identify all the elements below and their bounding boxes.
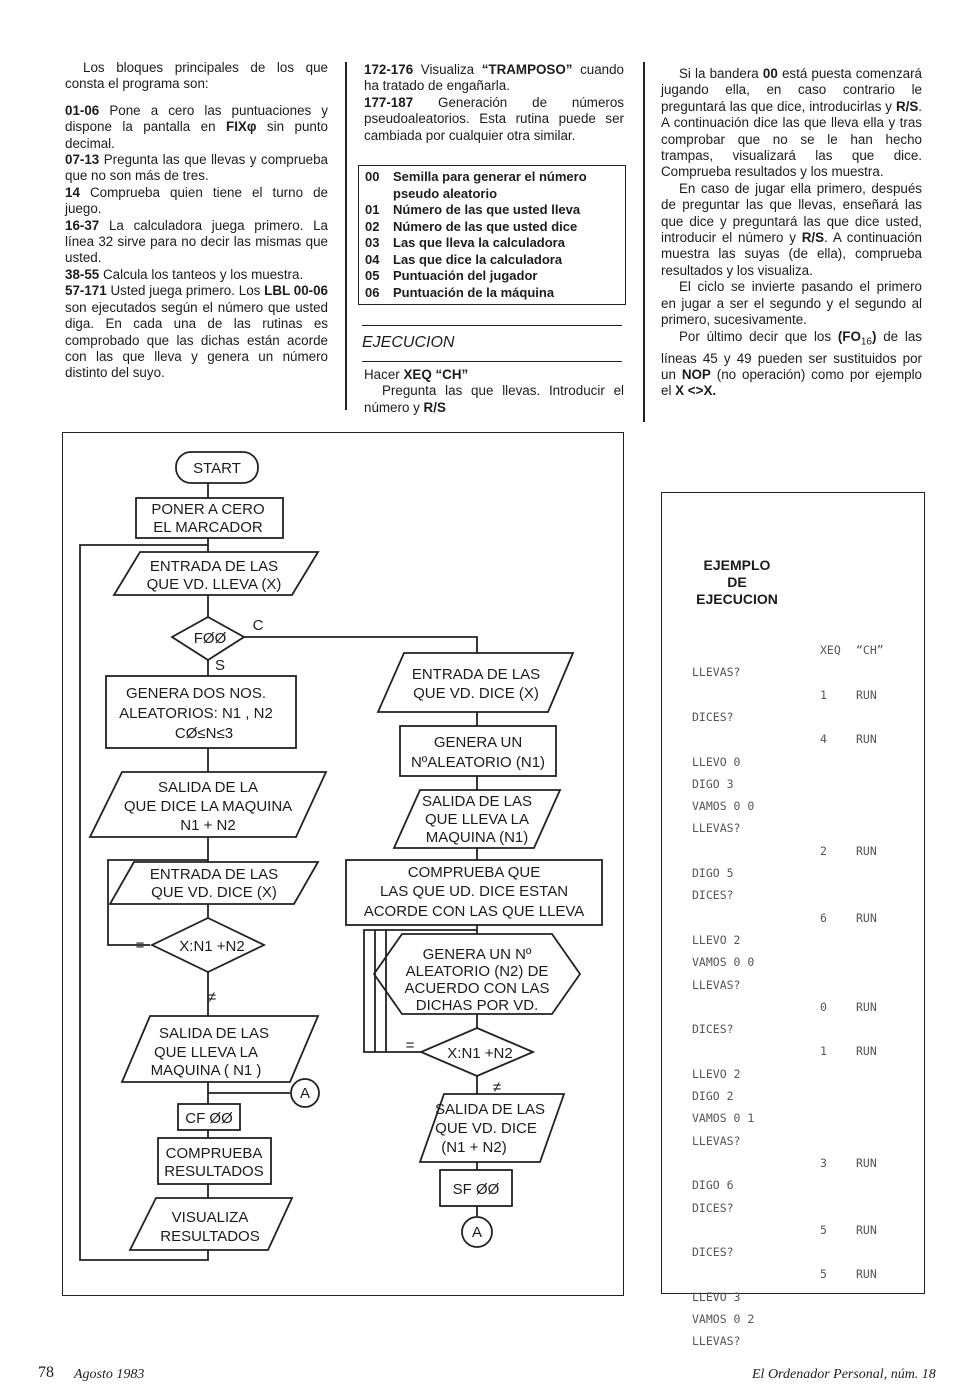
tape-line: [692, 1156, 912, 1174]
salida-dice-label: N1 + N2: [180, 817, 236, 834]
tape-input-value: 0: [820, 999, 827, 1014]
visualiza-label: VISUALIZA: [171, 1209, 249, 1226]
tape-line: [692, 1312, 912, 1330]
genera-un-label: NºALEATORIO (N1): [410, 754, 546, 771]
issue-date: Agosto 1983: [74, 1367, 145, 1382]
xy-code: X <>X.: [675, 383, 717, 399]
example-title: [692, 557, 782, 608]
tape-line: [692, 1245, 912, 1263]
comprueba-que-label: COMPRUEBA QUE: [407, 864, 541, 881]
tape-line: [692, 1044, 912, 1062]
tape-line: [692, 688, 912, 706]
tape-output: LLEVAS?: [692, 1334, 741, 1349]
tape-input-value: 1: [820, 1044, 827, 1059]
register-number: 00: [365, 169, 380, 184]
tape-key: RUN: [856, 687, 877, 702]
comprueba-que-label: ACORDE CON LAS QUE LLEVA: [363, 903, 585, 920]
register-number: 02: [365, 218, 380, 234]
block-desc: Comprueba quien tiene el turno de juego.: [65, 184, 328, 217]
tape-input-value: 3: [820, 1155, 827, 1170]
equal-sign: =: [405, 1037, 415, 1054]
paragraph: El ciclo se invierte pasando el primero en jugar a ser el segundo y el segundo al primero, sucesivamente.: [661, 279, 922, 328]
flag-number: 00: [762, 66, 778, 81]
block-desc: cuando ha tratado de engañarla.: [364, 62, 624, 94]
salida-dice-label: SALIDA DE LA: [157, 779, 259, 796]
compare-left-label: X:N1 +N2: [179, 938, 245, 955]
tape-line: [692, 643, 912, 661]
register-desc: Número de las que usted dice: [393, 218, 578, 234]
block-desc: son ejecutados según el número que usted diga. En cada una de las rutinas es comprobado que las dichas están acorde con las que lleva y genera un número distinto del suyo.: [65, 299, 328, 381]
tape-line: [692, 933, 912, 951]
block-desc: sin punto decimal.: [65, 119, 328, 151]
register-number: 05: [365, 268, 380, 283]
tape-output: DICES?: [692, 1245, 734, 1260]
not-equal-sign: ≠: [492, 1079, 502, 1096]
tape-line: [692, 1178, 912, 1196]
block-range: 14: [65, 184, 80, 200]
input-dice-label: QUE VD. DICE (X): [151, 884, 277, 901]
tape-output: LLEVAS?: [692, 1133, 741, 1148]
block-range: 177-187: [364, 94, 414, 110]
text-span: (no operación) como por ejemplo el: [661, 366, 922, 399]
register-number: 04: [365, 251, 380, 267]
tape-input-value: 5: [820, 1267, 827, 1282]
register-number: 03: [365, 235, 380, 250]
tape-output: LLEVO 0: [692, 754, 741, 769]
input-dice-right-label: QUE VD. DICE (X): [413, 685, 539, 702]
tape-line: [692, 777, 912, 795]
reset-label: EL MARCADOR: [153, 519, 263, 536]
pregunta-text: Pregunta las que llevas. Introducir el número y: [364, 383, 624, 415]
genera-n2-label: DICHAS POR VD.: [415, 997, 539, 1014]
block-range: 01-06: [65, 102, 100, 118]
tape-line: [692, 978, 912, 996]
register-number: 06: [365, 284, 380, 300]
tape-line: [692, 799, 912, 817]
register-desc: Las que dice la calculadora: [393, 251, 563, 267]
c-branch-label: C: [252, 617, 264, 634]
block-desc: Visualiza: [413, 62, 482, 77]
register-desc: Las que lleva la calculadora: [393, 235, 565, 250]
tape-line: [692, 1134, 912, 1152]
tape-key: RUN: [856, 1044, 877, 1059]
tape-output: DIGO 3: [692, 776, 734, 791]
section-title: EJECUCION: [362, 334, 455, 351]
flag-label: FØØ: [193, 630, 227, 647]
genera-n2-label: GENERA UN Nº: [422, 946, 532, 963]
salida-lleva-right-label: QUE LLEVA LA: [425, 811, 529, 828]
not-equal-sign: ≠: [207, 989, 217, 1006]
reset-label: PONER A CERO: [151, 501, 265, 518]
tape-line: [692, 1267, 912, 1285]
tape-line: [692, 844, 912, 862]
genera-n2-label: ALEATORIO (N2) DE: [405, 963, 549, 980]
text-span: En caso de jugar ella primero, después de preguntar las que llevas, enseñará las que dice y preguntará las que dice usted, introducir el número y: [661, 180, 922, 246]
tape-input-value: 1: [820, 687, 827, 702]
s-branch-label: S: [214, 657, 226, 674]
block-desc: Calcula los tanteos y los muestra.: [99, 266, 304, 282]
tape-line: [692, 755, 912, 773]
tape-input-value: 4: [820, 732, 827, 747]
page-number: 78: [38, 1364, 54, 1381]
tape-output: DIGO 2: [692, 1089, 734, 1103]
fo-subscript: 16: [860, 336, 872, 348]
tape-line: [692, 1089, 912, 1107]
example-printout-box: [661, 492, 925, 1349]
input-dice-right-label: ENTRADA DE LAS: [411, 666, 541, 683]
hacer-text: Hacer: [364, 367, 404, 382]
tape-line: [692, 1022, 912, 1040]
register-desc: Semilla para generar el número pseudo aleatorio: [393, 169, 587, 201]
tape-key: RUN: [856, 732, 877, 747]
text-span: de las líneas 45 y 49 pueden ser sustituidos por un: [661, 328, 922, 382]
block-range: 38-55: [65, 266, 100, 282]
visualiza-label: RESULTADOS: [160, 1228, 260, 1245]
genera-dos-label: GENERA DOS NOS.: [125, 685, 267, 702]
tape-line: [692, 1290, 912, 1308]
tape-line: [692, 732, 912, 750]
input-dice-label: ENTRADA DE LAS: [149, 866, 279, 883]
block-range: 07-13: [65, 152, 100, 168]
tape-key: RUN: [856, 999, 877, 1014]
input-lleva-label: ENTRADA DE LAS: [149, 558, 279, 575]
text-span: Si la bandera: [679, 66, 763, 81]
comprueba-label: COMPRUEBA: [165, 1145, 263, 1162]
salida-lleva-label: QUE LLEVA LA: [154, 1044, 258, 1061]
equal-sign: =: [135, 937, 145, 954]
block-desc: Pregunta las que llevas y comprueba que no son más de tres.: [65, 152, 328, 184]
tape-key: RUN: [856, 910, 877, 925]
tape-output: DICES?: [692, 888, 734, 903]
block-range: 57-171: [65, 283, 107, 299]
register-desc: Puntuación de la máquina: [393, 284, 555, 300]
salida-dice-label: QUE DICE LA MAQUINA: [123, 798, 293, 815]
block-desc: La calculadora juega primero. La línea 32 sirve para no decir las mismas que usted.: [65, 217, 328, 266]
tape-line: [692, 1067, 912, 1085]
block-keyword: LBL 00-06: [264, 283, 328, 299]
fo-code: ): [872, 328, 877, 344]
hacer-command: XEQ “CH”: [403, 367, 469, 382]
register-desc: Número de las que usted lleva: [393, 202, 581, 217]
text-span: . A continuación dice las que lleva ella y tras comprobar que no se le han hecho trampas, visualizará las que dice. Comprueba resultados y los muestra.: [661, 98, 922, 180]
example-title-line: EJECUCION: [696, 591, 778, 607]
block-keyword: FIXφ: [226, 119, 257, 135]
rs-key: R/S: [895, 98, 919, 114]
rs-key: R/S: [423, 399, 446, 415]
tape-line: [692, 911, 912, 929]
start-label: START: [193, 460, 241, 477]
tape-line: [692, 955, 912, 973]
tape-output: LLEVAS?: [692, 977, 741, 992]
tape-input-value: 5: [820, 1222, 827, 1237]
genera-dos-label: CØ≤N≤3: [174, 725, 234, 742]
tape-key: RUN: [856, 1222, 877, 1237]
register-number: 01: [365, 202, 380, 217]
tape-line: [692, 888, 912, 906]
tape-line: [692, 1111, 912, 1129]
block-desc: Pone a cero las puntuaciones y dispone la pantalla en: [65, 102, 328, 135]
text-span: está puesta comenzará jugando ella, en caso contrario le preguntará las que dice, introducirlas y: [661, 66, 922, 114]
tape-line: [692, 821, 912, 839]
tape-output: LLEVO 3: [692, 1289, 741, 1304]
tape-output: LLEVAS?: [692, 665, 741, 680]
nop-code: NOP: [681, 366, 711, 382]
block-desc: Usted juega primero. Los: [106, 283, 265, 299]
tape-output: VAMOS 0 1: [692, 1111, 755, 1126]
tape-input-value: 2: [820, 843, 827, 858]
connector-a-label: A: [299, 1085, 311, 1102]
tape-line: [692, 710, 912, 728]
connector-a-label: A: [471, 1224, 483, 1241]
salida-dice-right-label: SALIDA DE LAS: [434, 1101, 546, 1118]
tape-key: RUN: [856, 1155, 877, 1170]
sf00-label: SF ØØ: [452, 1181, 500, 1198]
input-lleva-label: QUE VD. LLEVA (X): [146, 576, 282, 593]
register-desc: Puntuación del jugador: [393, 268, 538, 283]
salida-lleva-label: SALIDA DE LAS: [158, 1025, 270, 1042]
tape-input-value: XEQ: [820, 643, 841, 657]
salida-lleva-right-label: MAQUINA (N1): [425, 829, 529, 846]
cf00-label: CF ØØ: [185, 1110, 233, 1127]
tape-output: DICES?: [692, 709, 734, 724]
block-range: 172-176: [364, 62, 414, 77]
tape-line: [692, 1201, 912, 1219]
tape-output: VAMOS 0 2: [692, 1312, 755, 1326]
tape-output: LLEVO 2: [692, 932, 741, 947]
tape-output: DICES?: [692, 1022, 734, 1037]
salida-dice-right-label: QUE VD. DICE: [435, 1120, 537, 1137]
magazine-name: El Ordenador Personal, núm. 18: [752, 1367, 936, 1382]
tape-line: [692, 1223, 912, 1241]
compare-right-label: X:N1 +N2: [447, 1045, 513, 1062]
rs-key: R/S: [801, 230, 825, 246]
tape-input-value: 6: [820, 910, 827, 925]
tape-output: VAMOS 0 0: [692, 799, 755, 814]
genera-n2-label: ACUERDO CON LAS: [404, 980, 550, 997]
tape-line: [692, 665, 912, 683]
example-title-line: DE: [727, 574, 747, 590]
tape-output: LLEVAS?: [692, 821, 741, 836]
salida-lleva-right-label: SALIDA DE LAS: [421, 793, 533, 810]
tape-key: RUN: [856, 843, 877, 858]
tape-key: RUN: [856, 1267, 877, 1282]
comprueba-que-label: LAS QUE UD. DICE ESTAN: [379, 883, 569, 900]
salida-lleva-label: MAQUINA ( N1 ): [150, 1062, 262, 1079]
comprueba-label: RESULTADOS: [164, 1163, 264, 1180]
example-title-line: EJEMPLO: [703, 557, 771, 573]
intro-paragraph: Los bloques principales de los que consta el programa son:: [65, 60, 328, 92]
text-span: Por último decir que los: [679, 328, 838, 344]
tape-line: [692, 1000, 912, 1018]
genera-un-label: GENERA UN: [433, 734, 523, 751]
tape-line: [692, 1334, 912, 1352]
tape-output: DICES?: [692, 1200, 734, 1215]
text-span: . A continuación muestra las suyas (de ella), comprueba resultados y los visualiza.: [661, 230, 922, 278]
block-keyword: “TRAMPOSO”: [481, 62, 573, 77]
tape-key: “CH”: [856, 643, 884, 657]
tape-output: DIGO 6: [692, 1178, 734, 1193]
tape-output: LLEVO 2: [692, 1066, 741, 1081]
tape-output: DIGO 5: [692, 866, 734, 880]
fo-code: (FO: [837, 328, 861, 344]
block-range: 16-37: [65, 217, 100, 233]
block-desc: Generación de números pseudoaleatorios. Esta rutina puede ser cambiada por cualquier otra similar.: [364, 94, 624, 143]
tape-output: VAMOS 0 0: [692, 955, 755, 970]
tape-line: [692, 866, 912, 884]
genera-dos-label: ALEATORIOS: N1 , N2: [119, 705, 273, 722]
salida-dice-right-label: (N1 + N2): [441, 1139, 507, 1156]
